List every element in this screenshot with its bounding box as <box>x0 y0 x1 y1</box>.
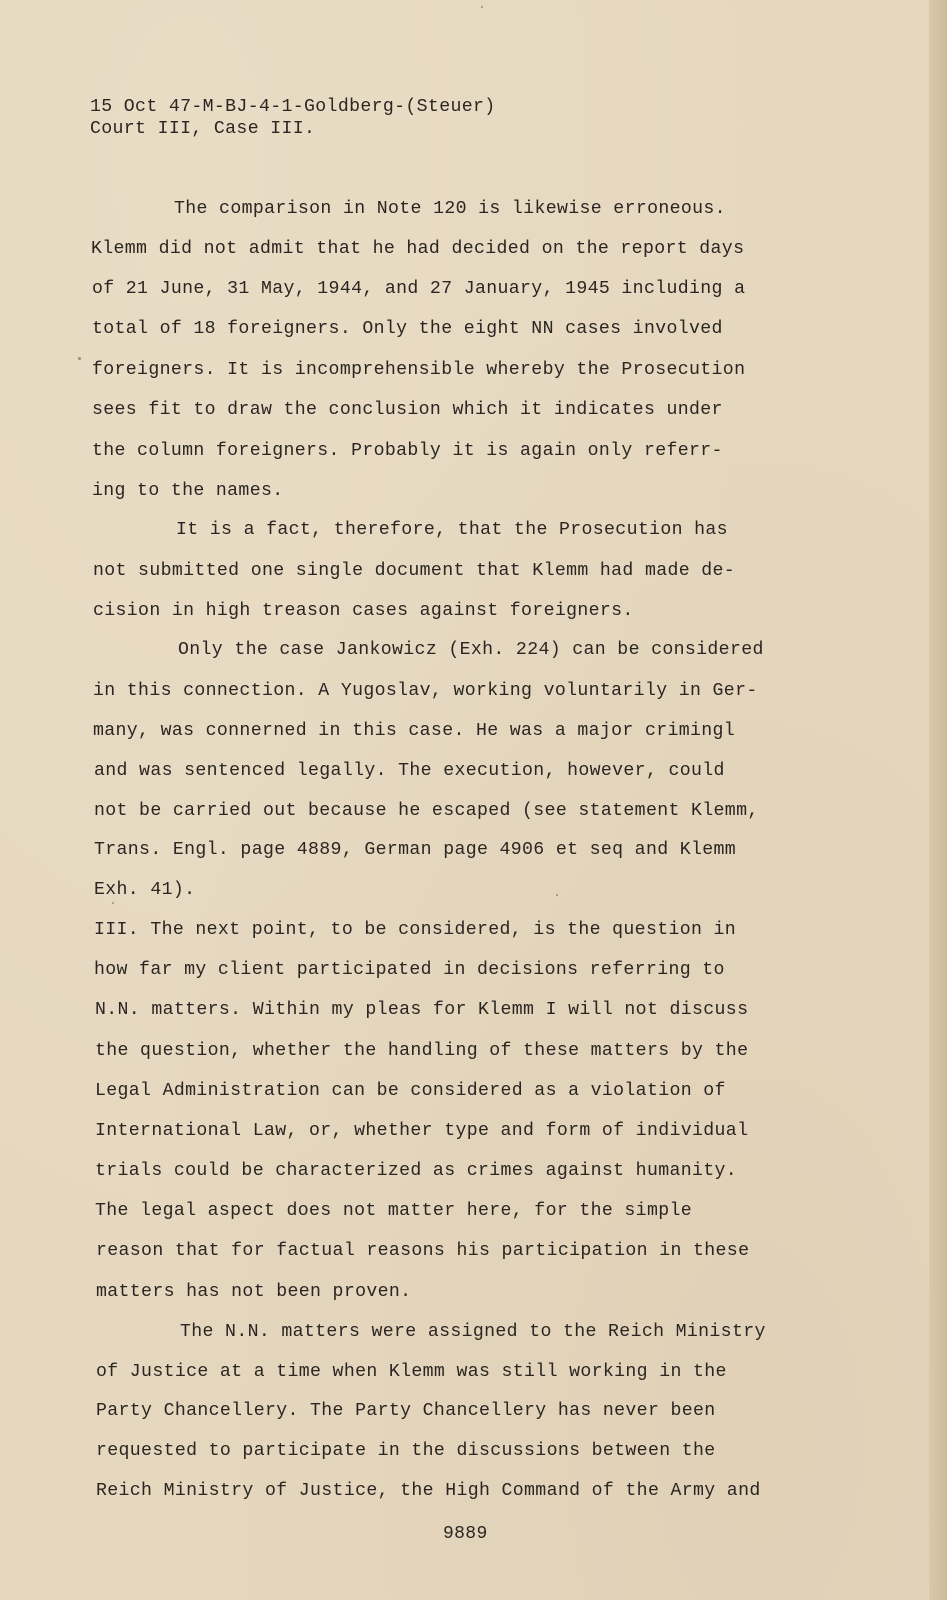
body-line: matters has not been proven. <box>96 1282 412 1302</box>
body-line: the column foreigners. Probably it is again only referr- <box>92 441 723 461</box>
body-line: The comparison in Note 120 is likewise erroneous. <box>174 199 726 219</box>
body-line: foreigners. It is incomprehensible whereby the Prosecution <box>92 360 746 380</box>
body-line: and was sentenced legally. The execution, however, could <box>94 761 725 781</box>
body-line: trials could be characterized as crimes against humanity. <box>95 1161 738 1181</box>
ink-speck <box>481 6 483 8</box>
body-line: many, was connerned in this case. He was a major crimingl <box>93 721 736 741</box>
page-number: 9889 <box>443 1524 488 1544</box>
body-line: Legal Administration can be considered as a violation of <box>95 1081 726 1101</box>
body-line: the question, whether the handling of these matters by the <box>95 1041 749 1061</box>
ink-speck <box>112 902 114 904</box>
body-line: total of 18 foreigners. Only the eight NN cases involved <box>92 319 723 339</box>
body-line: Klemm did not admit that he had decided on the report days <box>91 239 745 259</box>
body-line: not submitted one single document that Klemm had made de- <box>93 561 736 581</box>
ink-speck <box>78 357 81 360</box>
body-line: The legal aspect does not matter here, for the simple <box>95 1201 693 1221</box>
body-line: N.N. matters. Within my pleas for Klemm I will not discuss <box>95 1000 749 1020</box>
body-line: Party Chancellery. The Party Chancellery has never been <box>96 1401 716 1421</box>
body-line: Reich Ministry of Justice, the High Command of the Army and <box>96 1481 761 1501</box>
body-line: ing to the names. <box>92 481 284 501</box>
body-line: III. The next point, to be considered, is the question in <box>94 920 737 940</box>
body-line: of Justice at a time when Klemm was still working in the <box>96 1362 727 1382</box>
header-court-line: Court III, Case III. <box>90 119 316 139</box>
body-line: International Law, or, whether type and form of individual <box>95 1121 749 1141</box>
body-line: in this connection. A Yugoslav, working voluntarily in Ger- <box>93 681 758 701</box>
body-line: of 21 June, 31 May, 1944, and 27 January, 1945 including a <box>92 279 746 299</box>
body-line: reason that for factual reasons his participation in these <box>96 1241 750 1261</box>
body-line: Only the case Jankowicz (Exh. 224) can be considered <box>178 640 764 660</box>
body-line: sees fit to draw the conclusion which it indicates under <box>92 400 723 420</box>
body-line: cision in high treason cases against foreigners. <box>93 601 634 621</box>
header-reference-line: 15 Oct 47-M-BJ-4-1-Goldberg-(Steuer) <box>90 97 496 117</box>
body-line: It is a fact, therefore, that the Prosecution has <box>176 520 728 540</box>
body-line: how far my client participated in decisions referring to <box>94 960 725 980</box>
body-line: Trans. Engl. page 4889, German page 4906 et seq and Klemm <box>94 840 737 860</box>
body-line: Exh. 41). <box>94 880 196 900</box>
body-line: requested to participate in the discussions between the <box>96 1441 716 1461</box>
body-line: not be carried out because he escaped (see statement Klemm, <box>94 801 759 821</box>
body-line: The N.N. matters were assigned to the Reich Ministry <box>180 1322 766 1342</box>
ink-speck <box>556 894 558 896</box>
